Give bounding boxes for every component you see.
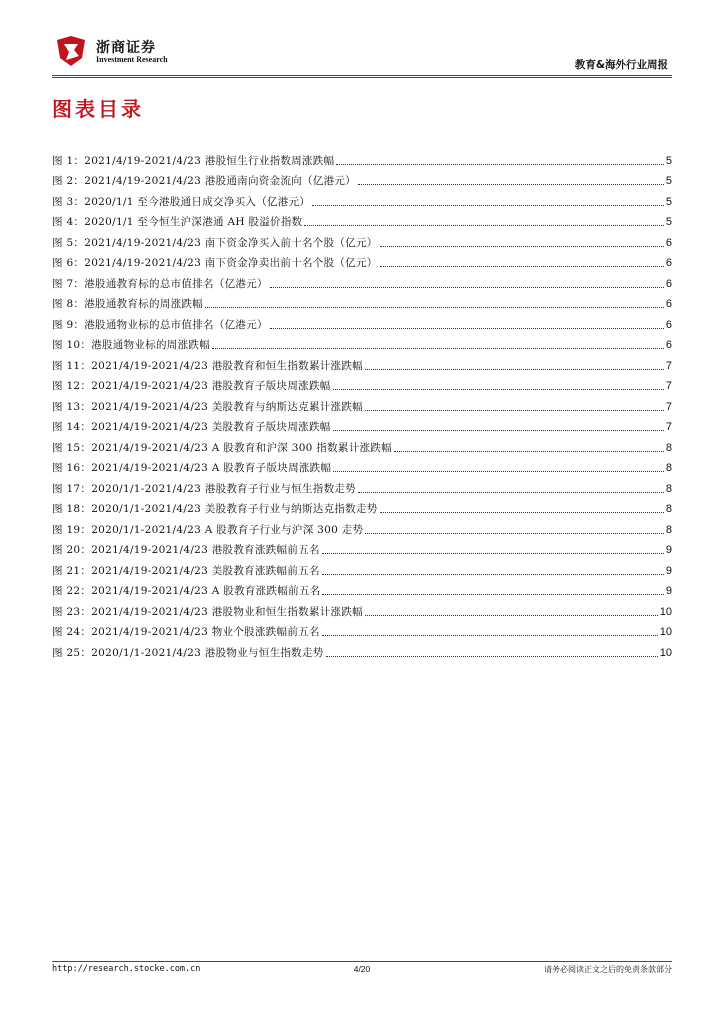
toc-leader-dots [358, 184, 664, 185]
toc-entry-page: 7 [665, 421, 672, 433]
toc-entry[interactable] [52, 209, 672, 230]
toc-entry-page: 5 [665, 154, 672, 167]
footer-url[interactable]: http://research.stocke.com.cn [52, 964, 201, 974]
toc-entry-label: 图 7：港股通教育标的总市值排名（亿港元） [52, 277, 268, 290]
toc-entry-label: 图 8：港股通教育标的周涨跌幅 [52, 298, 204, 310]
toc-entry-label: 图 25：2020/1/1-2021/4/23 港股物业与恒生指数走势 [52, 646, 324, 659]
toc-leader-dots [358, 492, 664, 493]
toc-entry-label: 图 9：港股通物业标的总市值排名（亿港元） [52, 318, 268, 331]
footer-divider [52, 961, 672, 962]
brand-name-en: Investment Research [96, 55, 168, 64]
toc-entry[interactable] [52, 270, 672, 291]
toc-entry[interactable] [52, 188, 672, 209]
toc-leader-dots [205, 307, 664, 308]
header-divider [52, 75, 672, 76]
toc-leader-dots [380, 266, 664, 267]
toc-entry[interactable] [52, 311, 672, 332]
toc-entry-page: 8 [665, 482, 672, 495]
toc-leader-dots [365, 410, 664, 411]
toc-entry-label: 图 17：2020/1/1-2021/4/23 港股教育子行业与恒生指数走势 [52, 482, 356, 495]
toc-entry[interactable] [52, 455, 672, 476]
toc-entry-label: 图 1：2021/4/19-2021/4/23 港股恒生行业指数周涨跌幅 [52, 154, 335, 167]
report-type: 教育&海外行业周报 [574, 59, 668, 71]
toc-entry-page: 10 [659, 646, 672, 659]
toc-leader-dots [394, 451, 664, 452]
toc-leader-dots [322, 574, 664, 575]
toc-entry[interactable] [52, 393, 672, 414]
toc-entry-page: 6 [665, 339, 672, 351]
header-divider-secondary [52, 77, 672, 78]
toc-leader-dots [365, 615, 658, 616]
toc-entry[interactable] [52, 352, 672, 373]
toc-leader-dots [322, 553, 664, 554]
toc-entry-page: 7 [665, 380, 672, 392]
toc-entry-label: 图 4：2020/1/1 至今恒生沪深港通 AH 股溢价指数 [52, 216, 303, 228]
footer-disclaimer: 请务必阅读正文之后的免责条款部分 [544, 965, 672, 974]
toc-entry-page: 6 [665, 236, 672, 249]
toc-entry-page: 8 [665, 503, 672, 515]
toc-leader-dots [333, 471, 664, 472]
toc-leader-dots [326, 656, 658, 657]
toc-entry-page: 5 [665, 175, 672, 187]
toc-entry-page: 8 [665, 462, 672, 474]
toc-leader-dots [304, 225, 663, 226]
toc-entry-page: 8 [665, 441, 672, 454]
toc-entry-label: 图 18：2020/1/1-2021/4/23 美股教育子行业与纳斯达克指数走势 [52, 503, 378, 515]
toc-leader-dots [365, 533, 664, 534]
toc-entry[interactable] [52, 373, 672, 394]
toc-entry[interactable] [52, 434, 672, 455]
toc-entry[interactable] [52, 291, 672, 312]
toc-entry[interactable] [52, 414, 672, 435]
page-number: 4/20 [353, 964, 371, 974]
toc-entry[interactable] [52, 147, 672, 168]
toc-entry[interactable] [52, 229, 672, 250]
toc-entry[interactable] [52, 332, 672, 353]
toc-title: 图表目录 [52, 97, 144, 121]
toc-entry-page: 6 [665, 298, 672, 310]
toc-entry-page: 7 [665, 400, 672, 413]
toc-entry-page: 8 [665, 523, 672, 536]
toc-list [52, 147, 672, 660]
company-logo [52, 34, 182, 70]
toc-entry[interactable] [52, 598, 672, 619]
toc-entry-label: 图 21：2021/4/19-2021/4/23 美股教育涨跌幅前五名 [52, 564, 320, 577]
toc-leader-dots [322, 594, 663, 595]
toc-leader-dots [333, 389, 664, 390]
toc-entry-label: 图 19：2020/1/1-2021/4/23 A 股教育子行业与沪深 300 走势 [52, 523, 364, 536]
toc-entry-page: 9 [665, 544, 672, 556]
toc-entry-page: 9 [665, 564, 672, 577]
toc-entry-label: 图 5：2021/4/19-2021/4/23 南下资金净买入前十名个股（亿元） [52, 236, 378, 249]
toc-entry-label: 图 13：2021/4/19-2021/4/23 美股教育与纳斯达克累计涨跌幅 [52, 400, 363, 413]
toc-entry-page: 6 [665, 277, 672, 290]
toc-entry-label: 图 10：港股通物业标的周涨跌幅 [52, 339, 210, 351]
logo-mark-icon [52, 34, 90, 68]
toc-entry[interactable] [52, 496, 672, 517]
toc-entry-label: 图 6：2021/4/19-2021/4/23 南下资金净卖出前十名个股（亿元） [52, 257, 378, 269]
toc-leader-dots [380, 512, 664, 513]
toc-entry[interactable] [52, 168, 672, 189]
toc-entry[interactable] [52, 475, 672, 496]
toc-entry-page: 7 [665, 359, 672, 372]
toc-entry[interactable] [52, 250, 672, 271]
toc-entry-page: 6 [665, 318, 672, 331]
toc-entry-label: 图 12：2021/4/19-2021/4/23 港股教育子版块周涨跌幅 [52, 380, 331, 392]
toc-leader-dots [270, 287, 664, 288]
toc-entry-page: 10 [659, 605, 672, 618]
toc-entry-page: 6 [665, 257, 672, 269]
toc-leader-dots [322, 635, 658, 636]
toc-entry-label: 图 15：2021/4/19-2021/4/23 A 股教育和沪深 300 指数累计涨跌幅 [52, 441, 392, 454]
toc-entry-page: 5 [665, 195, 672, 208]
toc-entry-label: 图 2：2021/4/19-2021/4/23 港股通南向资金流向（亿港元） [52, 175, 356, 187]
toc-leader-dots [336, 164, 663, 165]
toc-entry[interactable] [52, 619, 672, 640]
toc-entry[interactable] [52, 516, 672, 537]
toc-entry-page: 5 [665, 216, 672, 228]
toc-leader-dots [365, 369, 664, 370]
toc-entry-label: 图 22：2021/4/19-2021/4/23 A 股教育涨跌幅前五名 [52, 585, 321, 597]
toc-entry[interactable] [52, 557, 672, 578]
toc-leader-dots [270, 328, 664, 329]
toc-entry-label: 图 20：2021/4/19-2021/4/23 港股教育涨跌幅前五名 [52, 544, 320, 556]
toc-leader-dots [212, 348, 664, 349]
toc-entry-page: 9 [665, 585, 672, 597]
toc-leader-dots [312, 205, 664, 206]
toc-leader-dots [380, 246, 664, 247]
toc-entry-label: 图 3：2020/1/1 至今港股通日成交净买入（亿港元） [52, 195, 311, 208]
toc-entry[interactable] [52, 639, 672, 660]
toc-entry-page: 10 [659, 626, 672, 638]
toc-leader-dots [333, 430, 664, 431]
brand-name-cn: 浙商证券 [96, 40, 156, 56]
toc-entry-label: 图 23：2021/4/19-2021/4/23 港股物业和恒生指数累计涨跌幅 [52, 605, 363, 618]
toc-entry-label: 图 16：2021/4/19-2021/4/23 A 股教育子版块周涨跌幅 [52, 462, 332, 474]
toc-entry-label: 图 14：2021/4/19-2021/4/23 美股教育子版块周涨跌幅 [52, 421, 331, 433]
toc-entry-label: 图 11：2021/4/19-2021/4/23 港股教育和恒生指数累计涨跌幅 [52, 359, 363, 372]
toc-entry-label: 图 24：2021/4/19-2021/4/23 物业个股涨跌幅前五名 [52, 626, 320, 638]
toc-entry[interactable] [52, 578, 672, 599]
toc-entry[interactable] [52, 537, 672, 558]
